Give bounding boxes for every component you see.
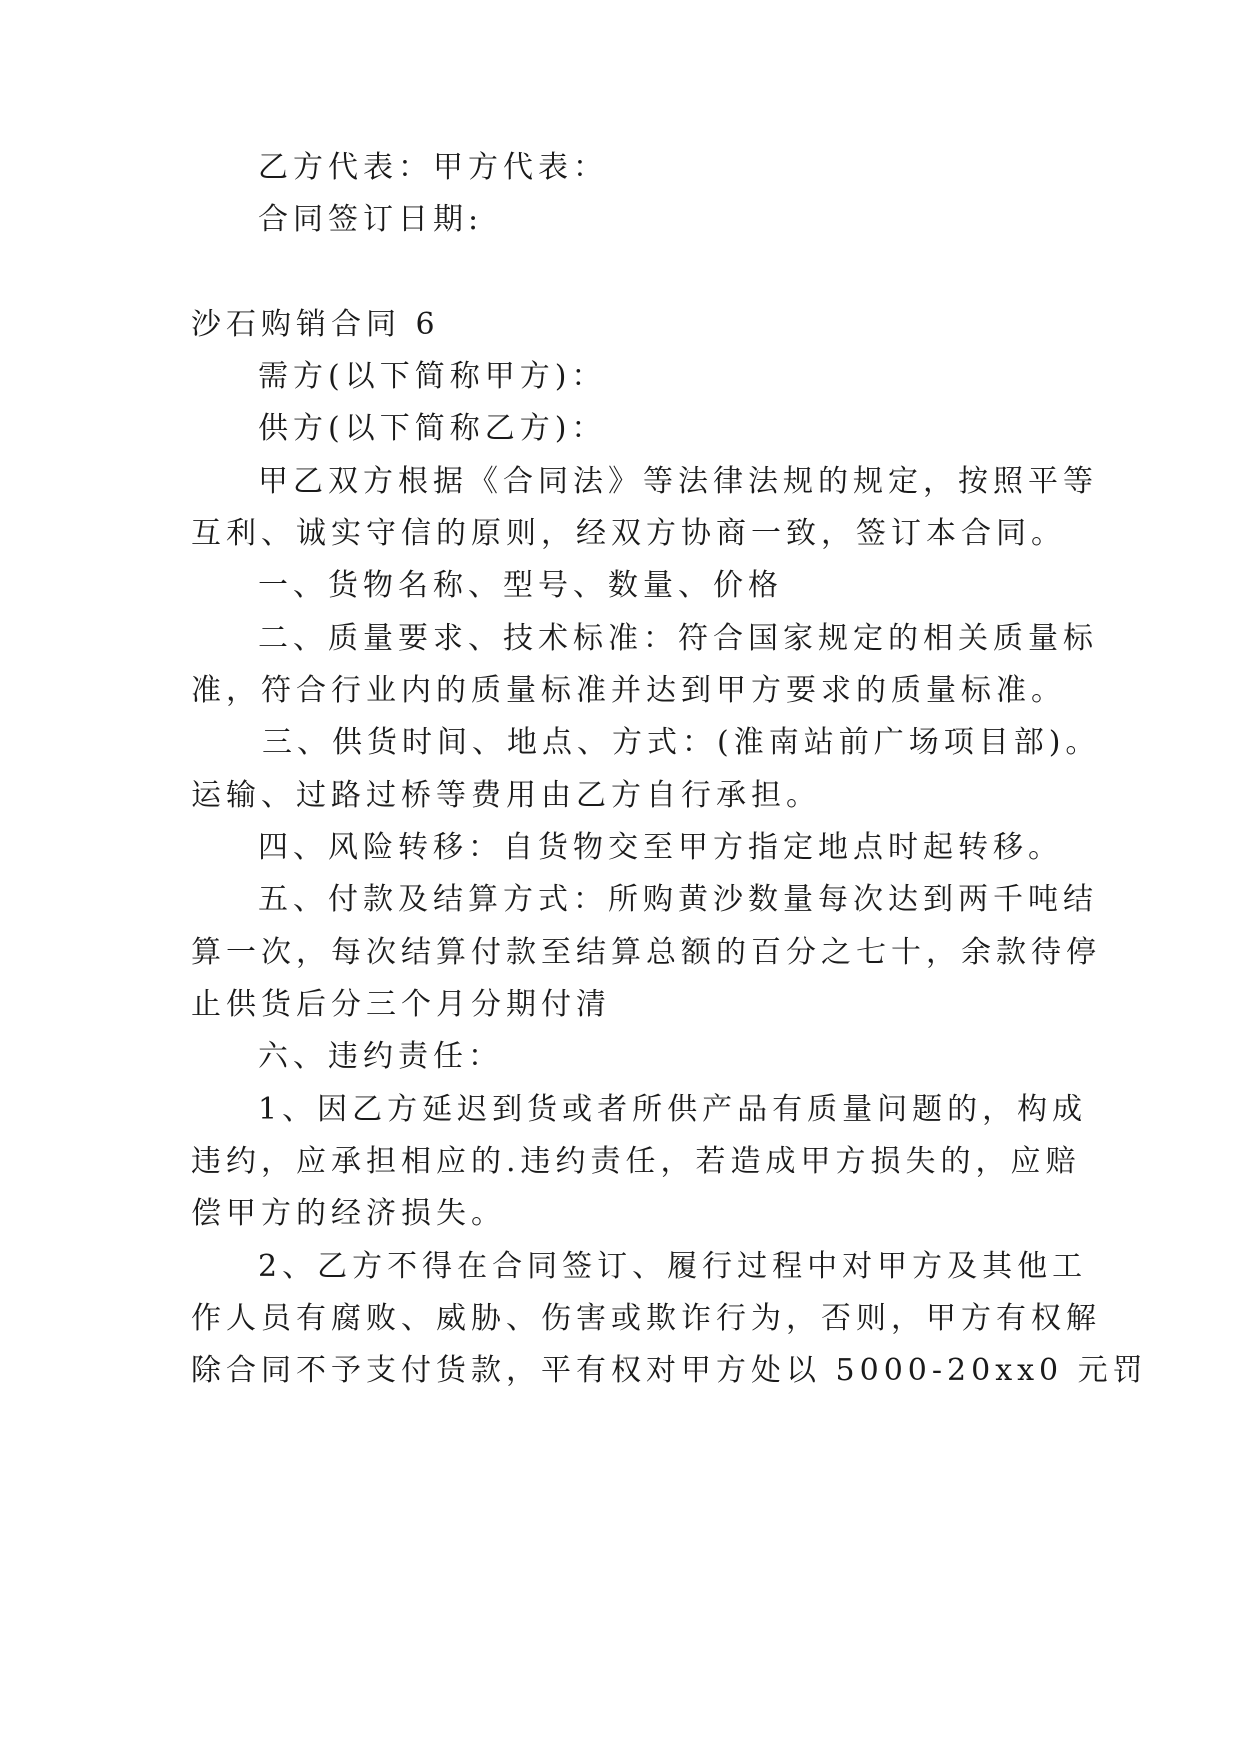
liability-item-2-line-1: 2、乙方不得在合同签订、履行过程中对甲方及其他工 (258, 1249, 1088, 1284)
clause-5-payment-line-1: 五、付款及结算方式：所购黄沙数量每次达到两千吨结 (258, 882, 1098, 917)
preamble-line-1: 甲乙双方根据《合同法》等法律法规的规定，按照平等 (258, 464, 1098, 499)
signature-representatives-line: 乙方代表：甲方代表： (258, 150, 608, 185)
clause-5-payment-line-3: 止供货后分三个月分期付清 (191, 987, 611, 1022)
liability-item-1-line-1: 1、因乙方延迟到货或者所供产品有质量问题的，构成 (258, 1092, 1088, 1127)
liability-item-1-line-2: 违约，应承担相应的.违约责任，若造成甲方损失的，应赔 (191, 1144, 1081, 1179)
clause-1-goods: 一、货物名称、型号、数量、价格 (258, 568, 783, 603)
buyer-party-line: 需方(以下简称甲方)： (258, 359, 607, 394)
liability-item-1-line-3: 偿甲方的经济损失。 (191, 1196, 506, 1231)
clause-2-quality-line-2: 准，符合行业内的质量标准并达到甲方要求的质量标准。 (191, 673, 1066, 708)
clause-5-payment-line-2: 算一次，每次结算付款至结算总额的百分之七十，余款待停 (191, 935, 1101, 970)
preamble-line-2: 互利、诚实守信的原则，经双方协商一致，签订本合同。 (191, 516, 1066, 551)
clause-4-risk-transfer: 四、风险转移：自货物交至甲方指定地点时起转移。 (258, 830, 1063, 865)
liability-item-2-line-3: 除合同不予支付货款，平有权对甲方处以 5000-20xx0 元罚 (191, 1353, 1148, 1388)
supplier-party-line: 供方(以下简称乙方)： (258, 411, 607, 446)
section-heading-contract-6: 沙石购销合同 6 (191, 307, 440, 342)
clause-6-liability-heading: 六、违约责任： (258, 1039, 503, 1074)
contract-signing-date-line: 合同签订日期: (258, 202, 484, 237)
clause-2-quality-line-1: 二、质量要求、技术标准：符合国家规定的相关质量标 (258, 621, 1098, 656)
clause-3-delivery-line-1: 三、供货时间、地点、方式：(淮南站前广场项目部)。 (262, 725, 1101, 760)
clause-3-delivery-line-2: 运输、过路过桥等费用由乙方自行承担。 (191, 778, 821, 813)
liability-item-2-line-2: 作人员有腐败、威胁、伤害或欺诈行为，否则，甲方有权解 (191, 1301, 1101, 1336)
